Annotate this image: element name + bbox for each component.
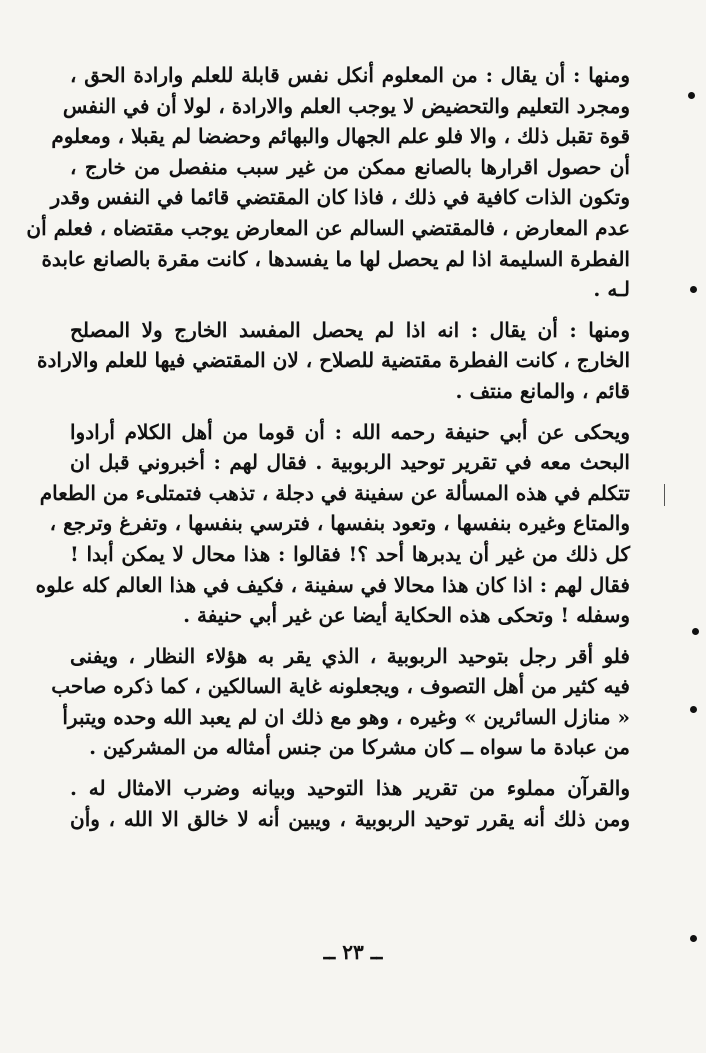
- margin-dot-icon: [690, 935, 697, 942]
- paragraph-gap: [70, 305, 630, 315]
- paragraph-5: [70, 773, 630, 834]
- text-line: والمتاع وغيره بنفسها ، وتعود بنفسها ، فترسي بنفسها ، وتفرغ وترجع ،: [49, 511, 630, 536]
- text-line: البحث معه في تقرير توحيد الربوبية . فقال لهم : أخبروني قبل ان: [70, 450, 630, 475]
- paragraph-3: [35, 417, 630, 631]
- text-line: وتكون الذات كافية في ذلك ، فاذا كان المقتضي قائما في النفس وقدر: [50, 185, 630, 210]
- text-line: الخارج ، كانت الفطرة مقتضية للصلاح ، لان المقتضي فيها للعلم والارادة: [37, 348, 630, 373]
- text-line: من عبادة ما سواه ــ كان مشركا من جنس أمثاله من المشركين .: [89, 735, 630, 760]
- text-line: كل ذلك من غير أن يدبرها أحد ؟! فقالوا : هذا محال لا يمكن أبدا !: [70, 541, 630, 566]
- text-line: لـه .: [593, 277, 630, 302]
- paragraph-1: [26, 60, 630, 305]
- paragraph-gap: [70, 763, 630, 773]
- text-line: ومن ذلك أنه يقرر توحيد الربوبية ، ويبين أنه لا خالق الا الله ، وأن: [70, 806, 630, 831]
- text-line: ويحكى عن أبي حنيفة رحمه الله : أن قوما من أهل الكلام أرادوا: [70, 419, 630, 444]
- text-line: الفطرة السليمة اذا لم يحصل لها ما يفسدها ، كانت مقرة بالصانع عابدة: [41, 246, 630, 271]
- margin-tick-icon: [664, 484, 665, 506]
- page-text: [26, 60, 630, 834]
- text-line: « منازل السائرين » وغيره ، وهو مع ذلك ان لم يعبد الله وحده ويتبرأ: [62, 704, 630, 729]
- text-line: فيه كثير من أهل التصوف ، ويجعلونه غاية السالكين ، كما ذكره صاحب: [51, 674, 630, 699]
- text-line: فقال لهم : اذا كان هذا محالا في سفينة ، فكيف في هذا العالم كله علوه: [35, 572, 630, 597]
- paragraph-4: [51, 641, 630, 763]
- paragraph-2: [37, 315, 630, 407]
- text-line: عدم المعارض ، فالمقتضي السالم عن المعارض يوجب مقتضاه ، فعلم أن: [26, 215, 630, 240]
- text-line: أن حصول اقرارها بالصانع ممكن من غير سبب منفصل من خارج ،: [70, 154, 630, 179]
- text-line: ومجرد التعليم والتحضيض لا يوجب العلم والارادة ، لولا أن في النفس: [62, 93, 630, 118]
- text-line: فلو أقر رجل بتوحيد الربوبية ، الذي يقر به هؤلاء النظار ، ويفنى: [70, 643, 630, 668]
- text-line: ومنها : أن يقال : انه اذا لم يحصل المفسد الخارج ولا المصلح: [70, 317, 630, 342]
- text-line: تتكلم في هذه المسألة عن سفينة في دجلة ، تذهب فتمتلىء من الطعام: [39, 480, 630, 505]
- margin-dot-icon: [690, 286, 697, 293]
- page-number: ــ ٢٣ ــ: [323, 940, 383, 964]
- paragraph-gap: [70, 407, 630, 417]
- margin-dot-icon: [692, 628, 699, 635]
- text-line: والقرآن مملوء من تقرير هذا التوحيد وبيانه وضرب الامثال له .: [70, 776, 630, 801]
- margin-dot-icon: [688, 92, 695, 99]
- paragraph-gap: [70, 631, 630, 641]
- text-line: قائم ، والمانع منتف .: [455, 378, 630, 403]
- margin-dot-icon: [690, 706, 697, 713]
- text-line: قوة تقبل ذلك ، والا فلو علم الجهال والبهائم وحضضا لم يقبلا ، ومعلوم: [51, 124, 630, 149]
- text-line: ومنها : أن يقال : من المعلوم أنكل نفس قابلة للعلم وارادة الحق ،: [70, 63, 630, 87]
- text-line: وسفله ! وتحكى هذه الحكاية أيضا عن غير أبي حنيفة .: [183, 603, 630, 628]
